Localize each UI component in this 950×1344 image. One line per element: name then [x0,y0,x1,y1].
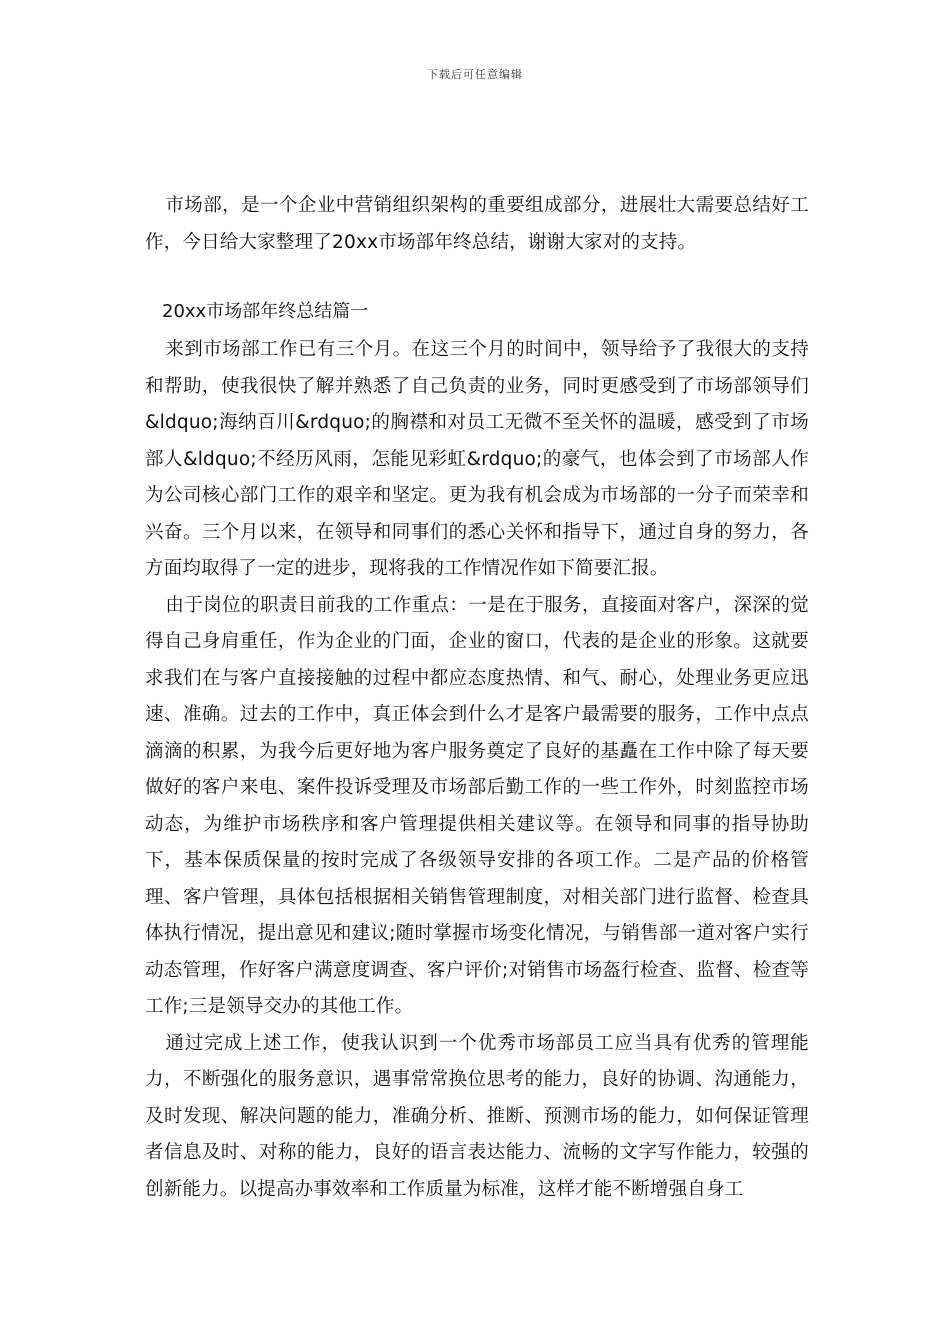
header-note: 下载后可任意编辑 [427,68,523,81]
body-paragraph-3: 通过完成上述工作，使我认识到一个优秀市场部员工应当具有优秀的管理能力，不断强化的服务意识，遇事常常换位思考的能力，良好的协调、沟通能力，及时发现、解决问题的能力，准确分析、推断、预测市场的能力，如何保证管理者信息及时、对称的能力，良好的语言表达能力、流畅的文字写作能力，较强的创新能力。以提高办事效率和工作质量为标准，这样才能不断增强自身工 [145,1032,809,1200]
body-paragraph-2: 由于岗位的职责目前我的工作重点：一是在于服务，直接面对客户，深深的觉得自己身肩重任，作为企业的门面，企业的窗口，代表的是企业的形象。这就要求我们在与客户直接接触的过程中都应态度热情、和气、耐心，处理业务更应迅速、准确。过去的工作中，真正体会到什么才是客户最需要的服务，工作中点点滴滴的积累，为我今后更好地为客户服务奠定了良好的基矗在工作中除了每天要做好的客户来电、案件投诉受理及市场部后勤工作的一些工作外，时刻监控市场动态，为维护市场秩序和客户管理提供相关建议等。在领导和同事的指导协助下，基本保质保量的按时完成了各级领导安排的各项工作。二是产品的价格管理、客户管理，具体包括根据相关销售管理制度，对相关部门进行监督、检查具体执行情况，提出意见和建议;随时掌握市场变化情况，与销售部一道对客户实行动态管理，作好客户满意度调查、客户评价;对销售市场盔行检查、监督、检查等工作;三是领导交办的其他工作。 [145,594,809,1017]
body-paragraph-1: 来到市场部工作已有三个月。在这三个月的时间中，领导给予了我很大的支持和帮助，使我很快了解并熟悉了自己负责的业务，同时更感受到了市场部领导们&ldquo;海纳百川&rdquo;的胸襟和对员工无微不至关怀的温暖，感受到了市场部人&ldquo;不经历风雨，怎能见彩虹&rdquo;的豪气，也体会到了市场部人作为公司核心部门工作的艰辛和坚定。更为我有机会成为市场部的一分子而荣幸和兴奋。三个月以来，在领导和同事们的悉心关怀和指导下，通过自身的努力，各方面均取得了一定的进步，现将我的工作情况作如下简要汇报。 [145,339,809,579]
intro-block [145,188,809,261]
main-body [145,332,809,1208]
intro-paragraph: 市场部，是一个企业中营销组织架构的重要组成部分，进展壮大需要总结好工作，今日给大家整理了20xx市场部年终总结，谢谢大家对的支持。 [145,195,809,253]
section-title: 20xx市场部年终总结篇一 [162,301,369,322]
